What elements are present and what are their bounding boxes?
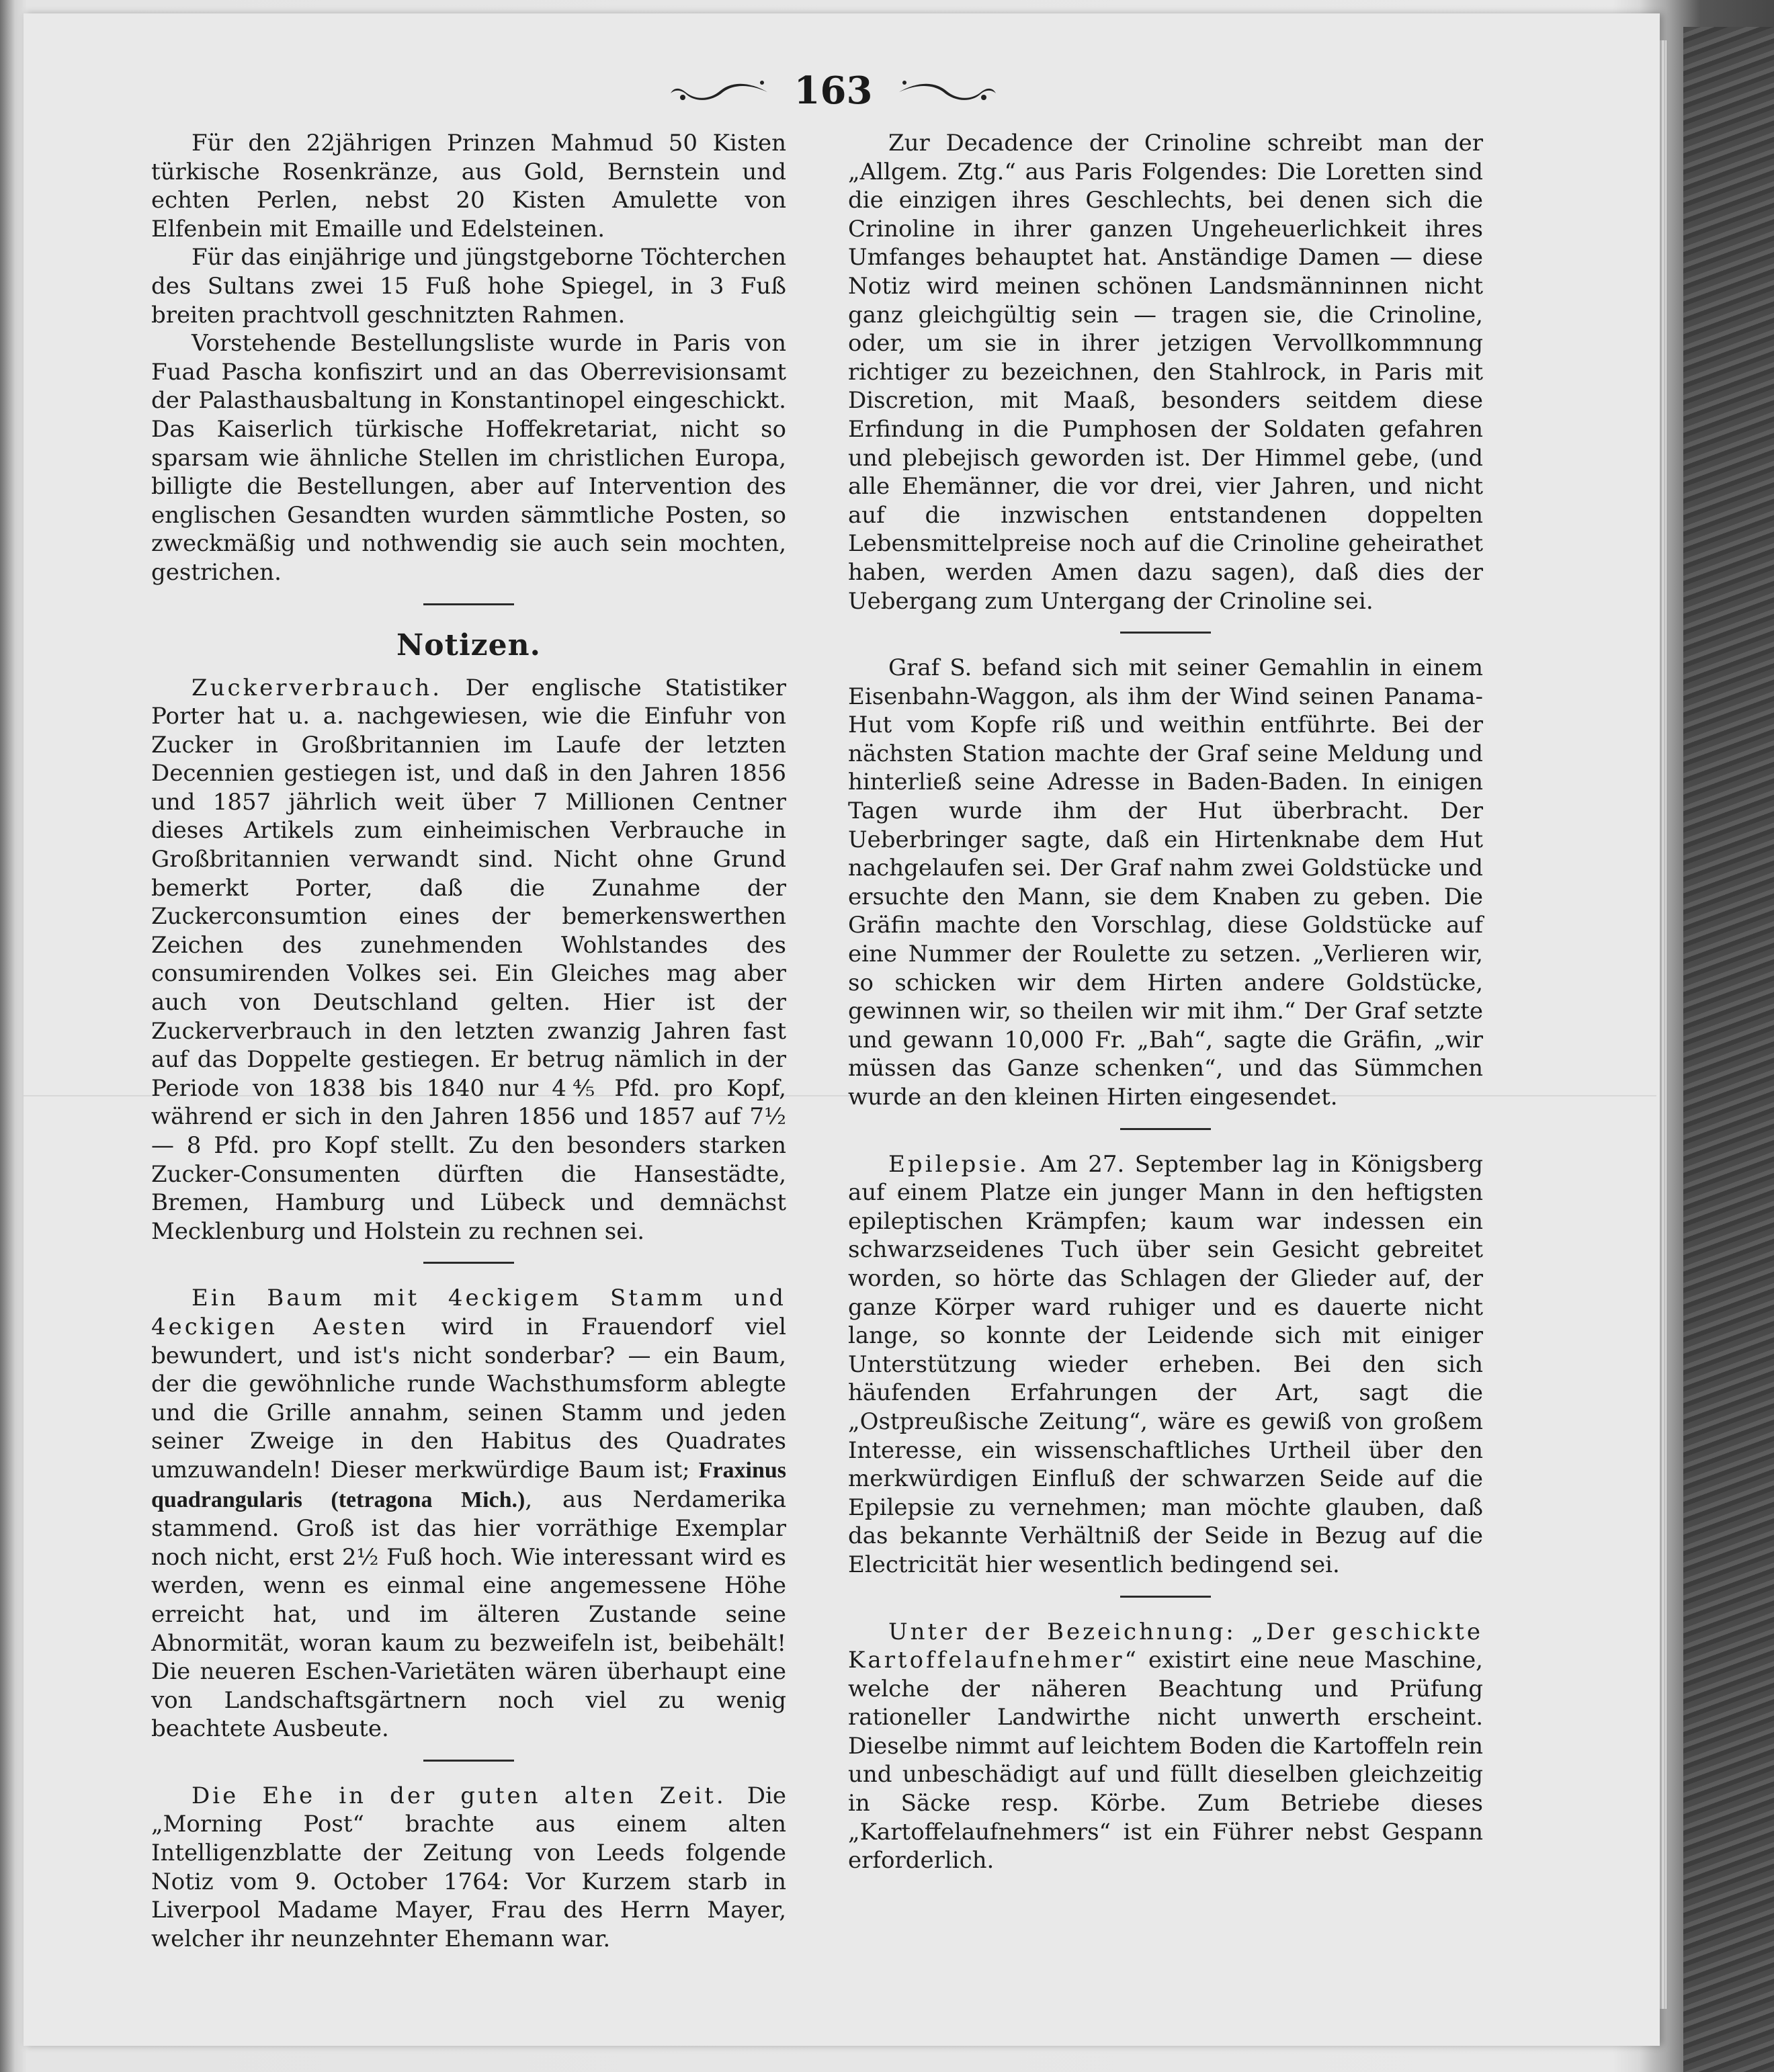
section-divider (1120, 632, 1211, 634)
section-divider (423, 603, 514, 605)
article-lead: Zuckerverbrauch. (192, 674, 443, 701)
section-divider (423, 1760, 514, 1762)
article-crinoline: Zur Decadence der Crinoline schreibt man der „Allgem. Ztg.“ aus Paris Folgendes: Die Loretten sind die einzigen ihres Geschlechts, bei denen sich die Crinoline in ihrer ganzen Ungeheuerlichkeit ihres Umfanges behauptet hat. Anständige Damen — diese Notiz wird meinen schönen Landsmänninnen nicht ganz gleichgültig sein — tragen sie, die Crinoline, oder, um sie in ihrer jetzigen Vervollkommnung richtiger zu bezeichnen, den Stahlrock, in Paris mit Discretion, mit Maaß, besonders seitdem diese Erfindung in die Pumphosen der Soldaten gefahren und plebejisch geworden ist. Der Himmel gebe, (und alle Ehemänner, die vor drei, vier Jahren, und nicht auf die inzwischen entstandenen doppelten Lebensmittelpreise noch auf die Crinoline geheirathet haben, werden Amen dazu sagen), daß dies der Uebergang zum Untergang der Crinoline sei. (848, 130, 1483, 615)
article-text: , aus Nerdamerika stammend. Groß ist das hier vorräthige Exemplar noch nicht, erst 2½ Fuß hoch. Wie interessant wird es werden, wenn es einmal eine angemessene Höhe erreicht hat, und im älteren Zustande seine Abnormität, woran kaum zu bezweifeln ist, beibehält! Die neueren Eschen-Varietäten wären überhaupt eine von Landschaftsgärtnern noch viel zu wenig beachtete Ausbeute. (151, 1485, 786, 1743)
article-lead: Unter der Bezeichnung: „Der geschickte Kartoffelaufnehmer“ (848, 1618, 1483, 1674)
paragraph-toechterchen: Für das einjährige und jüngstgeborne Töchterchen des Sultans zwei 15 Fuß hohe Spiegel, in 3 Fuß breiten prachtvoll geschnitzten Rahmen. (151, 244, 786, 329)
article-zuckerverbrauch (151, 674, 786, 1246)
article-baum (151, 1284, 786, 1743)
latin-species-name: Fraxinus quadrangularis (tetragona Mich.) (151, 1457, 786, 1512)
article-graf: Graf S. befand sich mit seiner Gemahlin in einem Eisenbahn-Waggon, als ihm der Wind seinen Panama-Hut vom Kopfe riß und weithin entführte. Bei der nächsten Station machte der Graf seine Meldung und hinterließ seine Adresse in Baden-Baden. In einigen Tagen wurde ihm der Hut überbracht. Der Ueberbringer sagte, daß ein Hirtenknabe dem Hut nachgelaufen sei. Der Graf nahm zwei Goldstücke und ersuchte den Mann, sie dem Knaben zu geben. Die Gräfin machte den Vorschlag, diese Goldstücke auf eine Nummer der Roulette zu setzen. „Verlieren wir, so schicken wir dem Hirten andere Goldstücke, gewinnen wir, so theilen wir mit ihm.“ Der Graf setzte und gewann 10,000 Fr. „Bah“, sagte die Gräfin, „wir müssen das Ganze schenken“, und das Sümmchen wurde an den kleinen Hirten eingesendet. (848, 654, 1483, 1111)
article-ehe (151, 1782, 786, 1954)
article-text: Am 27. September lag in Königsberg auf einem Platze ein junger Mann in den heftigsten epileptischen Krämpfen; kaum war indessen ein schwarzseidenes Tuch über sein Gesicht gebreitet worden, so hörte das Schlagen der Glieder auf, der ganze Körper ward ruhiger und es dauerte nicht lange, so konnte der Leidende sich mit einiger Unterstützung wieder erheben. Bei den sich häufenden Erfahrungen der Art, sagt die „Ostpreußische Zeitung“, wäre es gewiß von großem Interesse, ein wissenschaftliches Urtheil über den merkwürdigen Einfluß der schwarzen Seide auf die Epilepsie zu vernehmen; man möchte glauben, daß das bekannte Verhältniß der Seide in Bezug auf die Electricität hier wesentlich bedingend sei. (848, 1150, 1483, 1578)
article-text: existirt eine neue Maschine, welche der näheren Beachtung und Prüfung rationeller Landwirthe nicht unwerth erscheint. Dieselbe nimmt auf leichtem Boden die Kartoffeln rein und unbeschädigt auf und füllt dieselben gleichzeitig in Säcke resp. Körbe. Zum Betriebe dieses „Kartoffelaufnehmers“ ist ein Führer nebst Gespann erforderlich. (848, 1647, 1483, 1874)
paragraph-prinz-mahmud: Für den 22jährigen Prinzen Mahmud 50 Kisten türkische Rosenkränze, aus Gold, Bernstein und echten Perlen, nebst 20 Kisten Amulette von Elfenbein mit Emaille und Edelsteinen. (151, 130, 786, 243)
article-epilepsie (848, 1150, 1483, 1580)
flourish-right-ornament-icon (898, 77, 999, 104)
article-text: wird in Frauendorf viel bewundert, und ist's nicht sonderbar? — ein Baum, der die gewöhnliche runde Wachsthumsform ablegte und die Grille annahm, seinen Stamm und jeden seiner Zweige in den Habitus des Quadrates umzuwandeln! Dieser merkwürdige Baum ist; (151, 1313, 786, 1483)
article-text: Der englische Statistiker Porter hat u. a. nachgewiesen, wie die Einfuhr von Zucker in Großbritannien im Laufe der letzten Decennien gestiegen ist, und daß in den Jahren 1856 und 1857 jährlich weit über 7 Millionen Centner dieses Artikels zum einheimischen Verbrauche in Großbritannien verwandt sind. Nicht ohne Grund bemerkt Porter, daß die Zunahme der Zuckerconsumtion eines der bemerkenswerthen Zeichen des zunehmenden Wohlstandes des consumirenden Volkes sei. Ein Gleiches mag aber auch von Deutschland gelten. Hier ist der Zuckerverbrauch in den letzten zwanzig Jahren fast auf das Doppelte gestiegen. Er betrug nämlich in der Periode von 1838 bis 1840 nur 4⅘ Pfd. pro Kopf, während er sich in den Jahren 1856 und 1857 auf 7½ — 8 Pfd. pro Kopf stellt. Zu den besonders starken Zucker-Consumenten dürften die Hansestädte, Bremen, Hamburg und Lübeck und demnächst Mecklenburg und Holstein zu rechnen sei. (151, 674, 786, 1245)
section-heading-notizen: Notizen. (396, 628, 541, 662)
right-column (848, 129, 1483, 1875)
article-kartoffelaufnehmer (848, 1618, 1483, 1875)
section-divider (1120, 1128, 1211, 1130)
page-header (672, 60, 995, 121)
section-divider (1120, 1596, 1211, 1598)
page-number: 163 (794, 69, 873, 113)
paragraph-bestellungsliste: Vorstehende Bestellungsliste wurde in Paris von Fuad Pascha konfiszirt und an das Oberrevisionsamt der Palasthausbaltung in Konstantinopel eingeschickt. Das Kaiserlich türkische Hoffekretariat, nicht so sparsam wie ähnliche Stellen im christlichen Europa, billigte die Bestellungen, aber auf Intervention des englischen Gesandten wurden sämmtliche Posten, so zweckmäßig und nothwendig sie auch sein mochten, gestrichen. (151, 330, 786, 586)
flourish-left-ornament-icon (668, 77, 769, 104)
article-text: Die „Morning Post“ brachte aus einem alten Intelligenzblatte der Zeitung von Leeds folgende Notiz vom 9. October 1764: Vor Kurzem starb in Liverpool Madame Mayer, Frau des Herrn Mayer, welcher ihr neunzehnter Ehemann war. (151, 1782, 787, 1952)
book-binding (1683, 27, 1774, 2072)
article-lead: Die Ehe in der guten alten Zeit. (192, 1782, 726, 1809)
article-lead: Epilepsie. (888, 1150, 1029, 1178)
section-divider (423, 1262, 514, 1264)
article-lead: Ein Baum mit 4eckigem Stamm und 4eckigen Aesten (151, 1285, 786, 1340)
left-column (151, 129, 786, 1953)
